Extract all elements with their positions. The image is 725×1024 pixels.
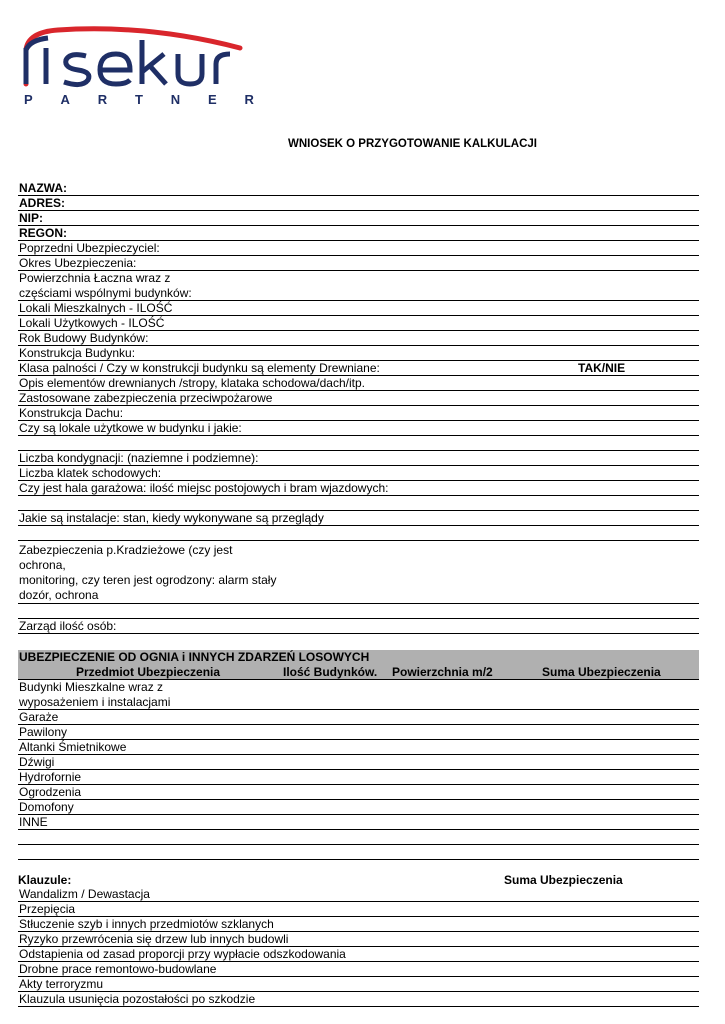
field-liczba-klatek[interactable]: Liczba klatek schodowych: — [18, 466, 699, 481]
isekur-logo-mark — [18, 26, 248, 92]
field-powierzchnia[interactable]: częściami wspólnymi budynków: — [18, 286, 699, 301]
field-zabezpieczenia-kradziezowe[interactable]: dozór, ochrona — [18, 588, 699, 604]
item-inne[interactable]: INNE — [18, 815, 699, 830]
klasa-palnosci-label: Klasa palności / Czy w konstrukcji budynku są elementy Drewniane: — [19, 361, 380, 375]
klauzula-przewrocenie[interactable]: Ryzyko przewrócenia się drzew lub innych budowli — [18, 932, 699, 947]
field-konstrukcja-budynku[interactable]: Konstrukcja Budynku: — [18, 346, 699, 361]
blank-row[interactable] — [18, 436, 699, 451]
zabezpieczenia-label-1: Zabezpieczenia p.Kradzieżowe (czy jest — [19, 543, 233, 557]
item-budynki-label-1: Budynki Mieszkalne wraz z — [19, 680, 164, 694]
field-zabezpieczenia-ppoz[interactable]: Zastosowane zabezpieczenia przeciwpożarowe — [18, 391, 699, 406]
fire-insurance-section-header — [18, 650, 699, 680]
klauzula-terroryzm[interactable]: Akty terroryzmu — [18, 977, 699, 992]
field-hala-garazowa[interactable]: Czy jest hala garażowa: ilość miejsc postojowych i bram wjazdowych: — [18, 481, 699, 496]
col-przedmiot: Przedmiot Ubezpieczenia — [76, 665, 221, 679]
item-domofony[interactable]: Domofony — [18, 800, 699, 815]
field-klasa-palnosci[interactable] — [18, 361, 699, 376]
blank-row[interactable] — [18, 496, 699, 511]
klauzule-suma-header: Suma Ubezpieczenia — [504, 873, 623, 887]
zabezpieczenia-label-3: monitoring, czy teren jest ogrodzony: alarm stały — [19, 573, 277, 587]
field-nazwa[interactable]: NAZWA: — [18, 181, 699, 196]
item-altanki[interactable]: Altanki Śmietnikowe — [18, 740, 699, 755]
field-konstrukcja-dachu[interactable]: Konstrukcja Dachu: — [18, 406, 699, 421]
spacer — [18, 860, 699, 873]
blank-row[interactable] — [18, 830, 699, 845]
klauzule-title: Klauzule: — [18, 873, 72, 887]
item-pawilony[interactable]: Pawilony — [18, 725, 699, 740]
field-poprzedni-ubezpieczyciel[interactable]: Poprzedni Ubezpieczyciel: — [18, 241, 699, 256]
item-dzwigi[interactable]: Dźwigi — [18, 755, 699, 770]
company-logo — [18, 26, 254, 116]
field-okres-ubezpieczenia[interactable]: Okres Ubezpieczenia: — [18, 256, 699, 271]
tak-nie-tag: TAK/NIE — [578, 361, 626, 375]
field-zarzad[interactable]: Zarząd ilość osób: — [18, 619, 699, 634]
application-form — [18, 181, 699, 1007]
klauzule-header — [18, 873, 699, 887]
item-ogrodzenia[interactable]: Ogrodzenia — [18, 785, 699, 800]
col-powierzchnia: Powierzchnia m/2 — [392, 665, 493, 679]
klauzula-przepiecia[interactable]: Przepięcia — [18, 902, 699, 917]
field-instalacje[interactable]: Jakie są instalacje: stan, kiedy wykonywane są przeglądy — [18, 511, 699, 526]
field-regon[interactable]: REGON: — [18, 226, 699, 241]
klauzula-odstapienia[interactable]: Odstapienia od zasad proporcji przy wypłacie odszkodowania — [18, 947, 699, 962]
item-budynki-mieszkalne[interactable]: wyposażeniem i instalacjami — [18, 695, 699, 710]
item-garaze[interactable]: Garaże — [18, 710, 699, 725]
klauzula-drobne-prace[interactable]: Drobne prace remontowo-budowlane — [18, 962, 699, 977]
col-suma: Suma Ubezpieczenia — [542, 665, 661, 679]
zabezpieczenia-label-2: ochrona, — [19, 558, 66, 572]
field-lokale-mieszkalne[interactable]: Lokali Mieszkalnych - ILOŚĆ — [18, 301, 699, 316]
field-rok-budowy[interactable]: Rok Budowy Budynków: — [18, 331, 699, 346]
field-opis-drewnianych[interactable]: Opis elementów drewnianych /stropy, klataka schodowa/dach/itp. — [18, 376, 699, 391]
klauzula-wandalizm[interactable]: Wandalizm / Dewastacja — [18, 887, 699, 902]
item-hydrofornie[interactable]: Hydrofornie — [18, 770, 699, 785]
blank-row[interactable] — [18, 604, 699, 619]
field-lokale-uzytkowe[interactable]: Lokali Użytkowych - ILOŚĆ — [18, 316, 699, 331]
field-lokale-uzytkowe-jakie[interactable]: Czy są lokale użytkowe w budynku i jakie: — [18, 421, 699, 436]
klauzula-usuniecie[interactable]: Klauzula usunięcia pozostałości po szkodzie — [18, 992, 699, 1007]
logo-partner-text: P A R T N E R — [24, 92, 254, 107]
section-title: UBEZPIECZENIE OD OGNIA i INNYCH ZDARZEŃ LOSOWYCH — [19, 650, 370, 664]
spacer — [18, 634, 699, 650]
klauzula-stluczenie[interactable]: Stłuczenie szyb i innych przedmiotów szklanych — [18, 917, 699, 932]
col-ilosc-budynkow: Ilość Budynków. — [283, 665, 378, 679]
field-nip[interactable]: NIP: — [18, 211, 699, 226]
blank-row[interactable] — [18, 526, 699, 541]
blank-row[interactable] — [18, 845, 699, 860]
document-title: WNIOSEK O PRZYGOTOWANIE KALKULACJI — [288, 138, 537, 150]
field-adres[interactable]: ADRES: — [18, 196, 699, 211]
field-powierzchnia-label-1: Powierzchnia Łaczna wraz z — [19, 271, 171, 285]
field-liczba-kondygnacji[interactable]: Liczba kondygnacji: (naziemne i podziemne): — [18, 451, 699, 466]
